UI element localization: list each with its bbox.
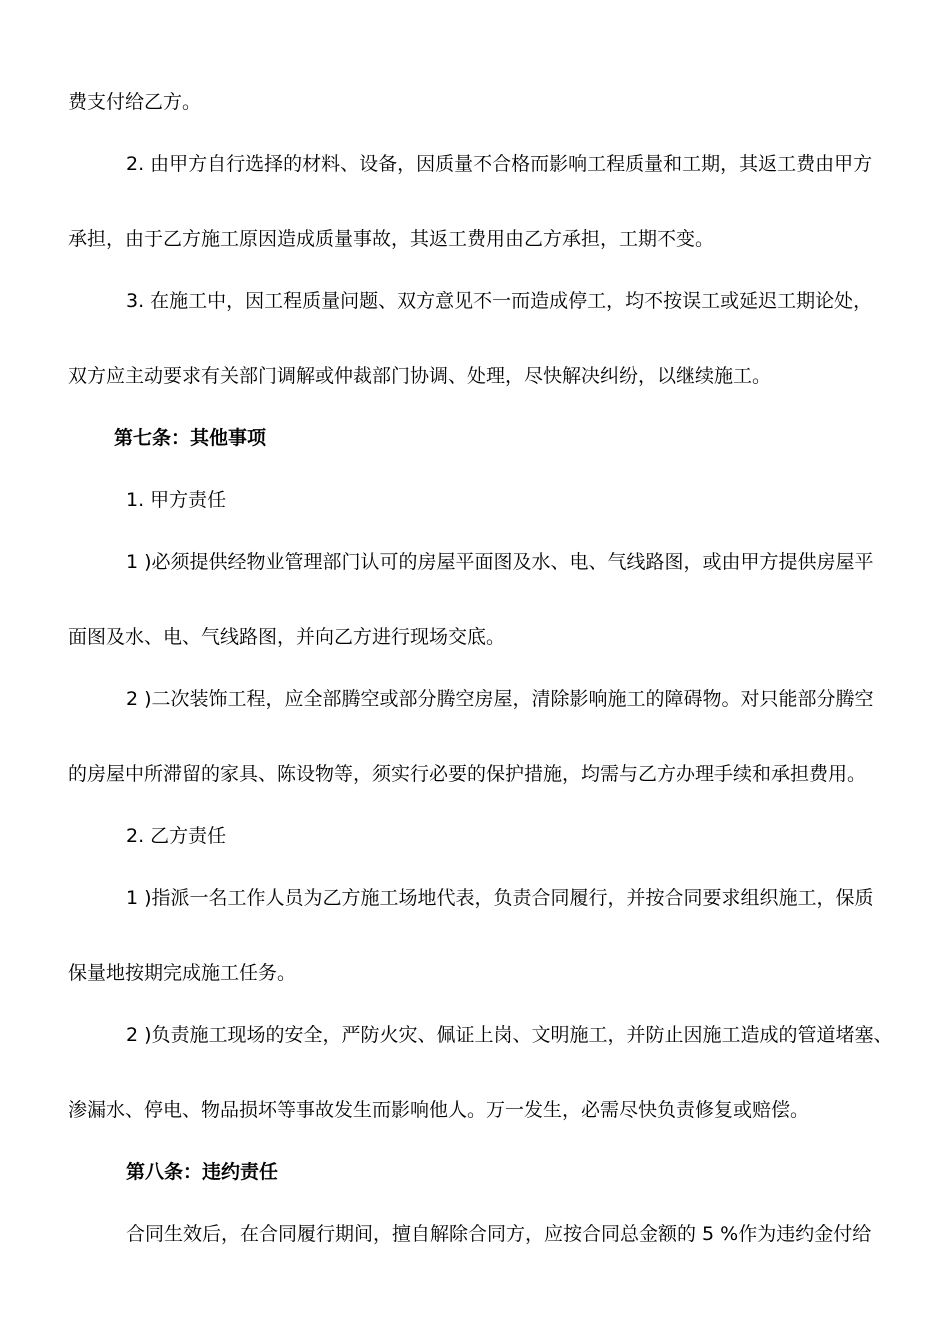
paragraph-line: 1 )指派一名工作人员为乙方施工场地代表，负责合同履行，并按合同要求组织施工，保质 — [126, 887, 874, 909]
subsection-heading: 1. 甲方责任 — [126, 489, 227, 511]
paragraph-line: 3. 在施工中，因工程质量问题、双方意见不一而造成停工，均不按误工或延迟工期论处， — [126, 290, 873, 312]
paragraph-line: 2 )二次装饰工程，应全部腾空或部分腾空房屋，清除影响施工的障碍物。对只能部分腾空 — [126, 688, 874, 710]
paragraph-line: 承担，由于乙方施工原因造成质量事故，其返工费用由乙方承担，工期不变。 — [68, 228, 715, 250]
section-heading: 第八条：违约责任 — [126, 1161, 279, 1183]
paragraph-line: 的房屋中所滞留的家具、陈设物等，须实行必要的保护措施，均需与乙方办理手续和承担费用。 — [68, 763, 867, 785]
paragraph-line: 2 )负责施工现场的安全，严防火灾、佩证上岗、文明施工，并防止因施工造成的管道堵塞、 — [126, 1024, 893, 1046]
paragraph-line: 合同生效后，在合同履行期间，擅自解除合同方，应按合同总金额的 5 %作为违约金付给 — [126, 1223, 872, 1245]
subsection-heading: 2. 乙方责任 — [126, 825, 227, 847]
paragraph-line: 面图及水、电、气线路图，并向乙方进行现场交底。 — [68, 626, 506, 648]
section-heading: 第七条：其他事项 — [114, 427, 267, 449]
paragraph-line: 双方应主动要求有关部门调解或仲裁部门协调、处理，尽快解决纠纷，以继续施工。 — [68, 365, 772, 387]
paragraph-line: 2. 由甲方自行选择的材料、设备，因质量不合格而影响工程质量和工期，其返工费由甲方 — [126, 153, 873, 175]
paragraph-line: 保量地按期完成施工任务。 — [68, 962, 297, 984]
paragraph-line: 费支付给乙方。 — [68, 91, 202, 113]
paragraph-line: 1 )必须提供经物业管理部门认可的房屋平面图及水、电、气线路图，或由甲方提供房屋平 — [126, 551, 874, 573]
paragraph-line: 渗漏水、停电、物品损坏等事故发生而影响他人。万一发生，必需尽快负责修复或赔偿。 — [68, 1099, 810, 1121]
